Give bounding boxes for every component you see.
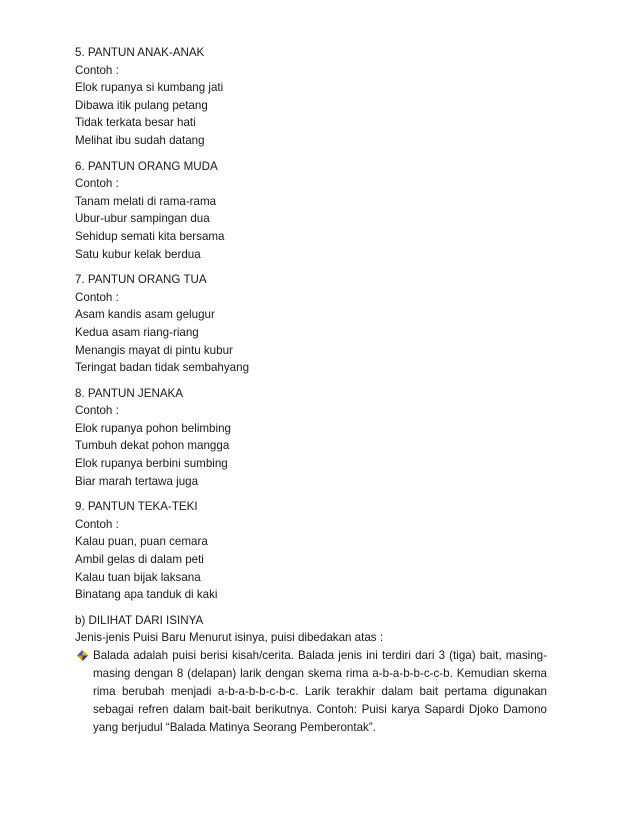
verse-line: Dibawa itik pulang petang [75,98,208,112]
pantun-section-anak-anak [75,44,545,150]
verse-line: Ubur-ubur sampingan dua [75,212,210,226]
verse-line: Kalau tuan bijak laksana [75,570,201,584]
section-b-heading: b) DILIHAT DARI ISINYA [75,613,204,627]
verse-line: Asam kandis asam gelugur [75,308,215,322]
verse-line: Elok rupanya pohon belimbing [75,421,231,435]
list-item-text: Balada adalah puisi berisi kisah/cerita. Balada jenis ini terdiri dari 3 (tiga) bait, masing-masing dengan 8 (delapan) larik dengan skema rima a-b-a-b-b-c-c-b. Kemudian skema rima berubah menjadi a-b-a-b-b-c-b-c. Larik terakhir dalam bait pertama digunakan sebagai refren dalam bait-bait berikutnya. Contoh: Puisi karya Sapardi Djoko Damono yang berjudul “Balada Matinya Seorang Pemberontak”. [93,649,547,734]
verse-line: Sehidup semati kita bersama [75,229,225,243]
list-item-balada [75,647,547,737]
pantun-section-orang-tua [75,271,545,377]
section-title: 8. PANTUN JENAKA [75,386,184,400]
verse-line: Tanam melati di rama-rama [75,194,217,208]
section-b-intro: Jenis-jenis Puisi Baru Menurut isinya, puisi dibedakan atas : [75,631,384,645]
example-label: Contoh : [75,404,119,418]
verse-line: Elok rupanya si kumbang jati [75,81,224,95]
verse-line: Tumbuh dekat pohon mangga [75,439,230,453]
verse-line: Elok rupanya berbini sumbing [75,457,228,471]
pantun-section-jenaka [75,385,545,491]
pantun-section-teka-teki [75,498,545,604]
verse-line: Tidak terkata besar hati [75,116,196,130]
document-body [75,44,545,745]
verse-line: Satu kubur kelak berdua [75,247,201,261]
verse-line: Kalau puan, puan cemara [75,535,208,549]
verse-line: Teringat badan tidak sembahyang [75,361,250,375]
section-title: 5. PANTUN ANAK-ANAK [75,46,205,59]
example-label: Contoh : [75,290,119,304]
verse-line: Kedua asam riang-riang [75,325,199,339]
verse-line: Menangis mayat di pintu kubur [75,343,233,357]
example-label: Contoh : [75,177,119,191]
verse-line: Binatang apa tanduk di kaki [75,588,218,602]
section-title: 6. PANTUN ORANG MUDA [75,159,218,173]
pantun-section-orang-muda [75,158,545,264]
section-title: 7. PANTUN ORANG TUA [75,273,207,287]
section-b-isinya [75,612,545,737]
verse-line: Ambil gelas di dalam peti [75,553,204,567]
bullet-icon [76,649,89,662]
section-title: 9. PANTUN TEKA-TEKI [75,500,198,514]
example-label: Contoh : [75,517,119,531]
example-label: Contoh : [75,63,119,77]
verse-line: Biar marah tertawa juga [75,474,199,488]
verse-line: Melihat ibu sudah datang [75,133,205,147]
